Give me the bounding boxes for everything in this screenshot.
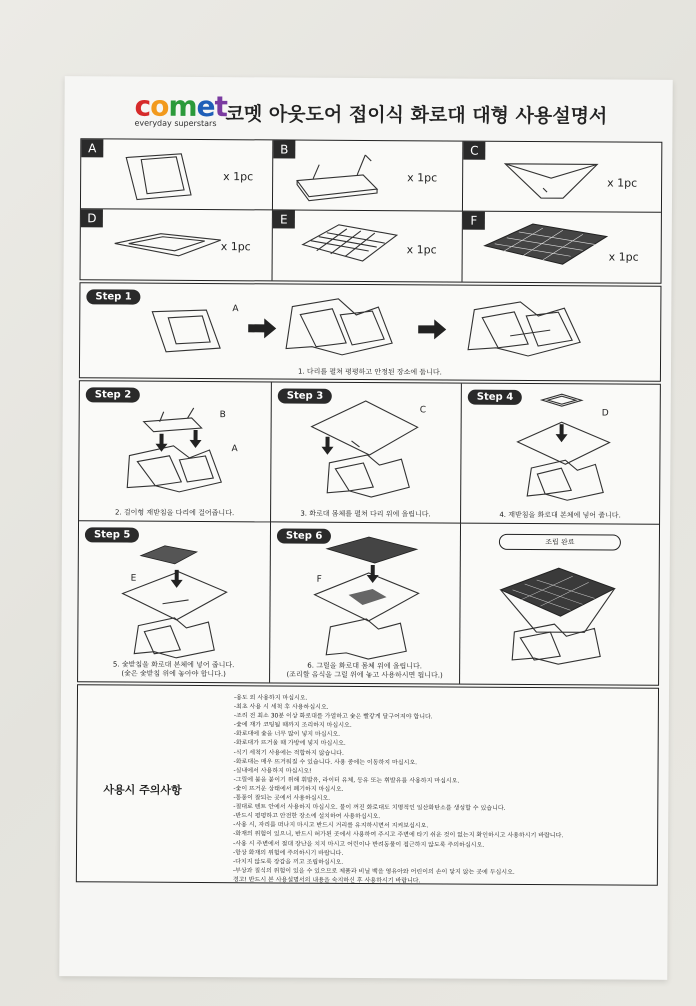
grill-grid-illustration bbox=[463, 212, 661, 283]
precaution-item: -그릴에 불을 붙이기 위해 휘발유, 라이터 유체, 등유 또는 휘발유를 사용하지 마십시오. bbox=[233, 776, 460, 785]
step-callout: C bbox=[419, 405, 427, 416]
step-5-illustration bbox=[78, 521, 271, 682]
part-quantity: x 1pc bbox=[608, 250, 639, 264]
step-4-panel bbox=[461, 384, 660, 525]
precaution-item: -식기 세척기 사용에는 적합하지 않습니다. bbox=[233, 748, 344, 757]
step-5-panel bbox=[78, 521, 271, 682]
step-badge: Step 1 bbox=[86, 289, 140, 304]
part-quantity: x 1pc bbox=[407, 171, 438, 185]
assembly-done-badge: 조립 완료 bbox=[499, 534, 621, 551]
step-2-illustration bbox=[79, 381, 272, 522]
part-letter: B bbox=[273, 140, 295, 158]
step-badge: Step 2 bbox=[86, 387, 140, 402]
step-1-panel bbox=[79, 282, 662, 382]
part-a-cell bbox=[81, 139, 273, 210]
part-quantity: x 1pc bbox=[223, 170, 254, 184]
brand-logo bbox=[134, 89, 228, 129]
precautions-heading: 사용시 주의사항 bbox=[103, 783, 182, 797]
precaution-item: -화재의 위험이 있으니, 반드시 허가된 곳에서 사용하여 주시고 주변에 타기 쉬운 것이 없는지 확인하시고 사용하시기 바랍니다. bbox=[233, 830, 564, 840]
part-letter: F bbox=[463, 212, 485, 230]
precaution-item: -반드시 평평하고 안전한 장소에 설치하여 사용하십시오. bbox=[233, 812, 381, 821]
step-callout: A bbox=[231, 444, 238, 455]
precaution-item: -항상 화재의 위험에 주의하시기 바랍니다. bbox=[232, 848, 344, 857]
precaution-item: -부상과 질식의 위험이 있을 수 있으므로 제품과 비닐 백을 영유아와 어린이의 손이 닿지 않는 곳에 두십시오. bbox=[232, 866, 515, 876]
step-badge: Step 3 bbox=[278, 388, 332, 403]
step-caption: 1. 다리를 펼쳐 평평하고 안정된 장소에 둡니다. bbox=[297, 367, 442, 377]
step-caption: 5. 숯받침을 화로대 본체에 넣어 줍니다. bbox=[112, 660, 235, 670]
instruction-sheet bbox=[59, 76, 672, 980]
brand-logo-word: comet bbox=[134, 89, 228, 124]
precaution-item: -사용 시, 자리를 떠나지 마시고 반드시 거리를 유지하시면서 지켜보십시오. bbox=[233, 821, 429, 830]
precaution-item: -실내에서 사용하지 마십시오! bbox=[233, 766, 312, 775]
precaution-item: -사용 시 주변에서 절대 장난을 치지 마시고 어린이나 반려동물이 접근하지 않도록 주의하십시오. bbox=[233, 839, 485, 849]
precaution-item: -용도 외 사용하지 마십시오. bbox=[233, 694, 308, 702]
step-4-illustration bbox=[461, 384, 660, 525]
step-caption: 6. 그릴을 화로대 몸체 위에 올립니다. bbox=[307, 661, 423, 671]
step-6-illustration bbox=[270, 522, 461, 683]
precautions-panel bbox=[76, 684, 659, 886]
precaution-item: -숯이 뜨거운 상태에서 폐기하지 마십시오. bbox=[233, 785, 344, 793]
precaution-item: -다치지 않도록 장갑을 끼고 조립하십시오. bbox=[232, 857, 344, 866]
precaution-item: -화로대에 숯을 너무 많이 넣지 마십시오. bbox=[233, 730, 341, 739]
precaution-item: -화로대는 매우 뜨거워질 수 있습니다. 사용 중에는 이동하지 마십시오. bbox=[233, 757, 418, 766]
precaution-warning: 경고! 반드시 본 사용설명서의 내용을 숙지하신 후 사용하시기 바랍니다. bbox=[232, 876, 421, 885]
steps-grid bbox=[77, 380, 661, 686]
step-badge: Step 5 bbox=[85, 527, 139, 542]
part-c-cell bbox=[463, 142, 661, 213]
part-quantity: x 1pc bbox=[220, 240, 251, 254]
part-quantity: x 1pc bbox=[406, 243, 437, 257]
part-e-cell bbox=[273, 210, 463, 281]
precaution-item: -절대로 텐트 안에서 사용하지 마십시오. 불이 꺼진 화로대도 치명적인 일산화탄소를 생성할 수 있습니다. bbox=[233, 803, 506, 812]
step-caption: 4. 재받침을 화로대 본체에 넣어 줍니다. bbox=[499, 510, 621, 520]
page-title: 코멧 아웃도어 접이식 화로대 대형 사용설명서 bbox=[225, 103, 608, 128]
step-3-panel bbox=[271, 382, 462, 523]
assembly-done-panel bbox=[460, 524, 659, 685]
part-letter: E bbox=[273, 210, 295, 228]
step-caption: 2. 걸이형 재받침을 다리에 걸어줍니다. bbox=[114, 508, 235, 518]
step-badge: Step 6 bbox=[277, 528, 331, 543]
precaution-item: -숯에 재가 코팅될 때까지 조리하지 마십시오. bbox=[233, 721, 352, 730]
step-callout: E bbox=[130, 573, 137, 584]
part-f-cell bbox=[463, 212, 661, 283]
step-callout: D bbox=[601, 408, 609, 419]
part-quantity: x 1pc bbox=[607, 176, 638, 190]
precaution-item: -최초 사용 시 세척 후 사용하십시오. bbox=[233, 703, 329, 711]
step-callout: B bbox=[219, 410, 226, 421]
step-3-illustration bbox=[271, 382, 462, 523]
part-b-cell bbox=[273, 140, 463, 211]
part-letter: A bbox=[81, 139, 103, 157]
step-callout: F bbox=[316, 574, 322, 585]
step-caption: 3. 화로대 몸체를 펼쳐 다리 위에 올립니다. bbox=[300, 509, 431, 519]
step-caption-note: (조리할 음식을 그릴 위에 놓고 사용하시면 됩니다.) bbox=[286, 670, 443, 680]
header bbox=[134, 89, 662, 146]
step-2-panel bbox=[79, 381, 272, 522]
assembled-fire-pit-illustration bbox=[460, 524, 659, 685]
precaution-item: -통풍이 잘되는 곳에서 사용하십시오. bbox=[233, 794, 331, 802]
step-6-panel bbox=[270, 522, 461, 683]
step-caption-note: (숯은 숯받침 위에 놓아야 합니다.) bbox=[121, 669, 226, 679]
parts-grid bbox=[80, 138, 663, 284]
brand-tagline: everyday superstars bbox=[134, 118, 217, 129]
part-letter: D bbox=[81, 209, 103, 227]
precautions-list bbox=[233, 693, 652, 887]
step-callout: A bbox=[232, 304, 239, 315]
precaution-item: -화로대가 뜨거울 때 가방에 넣지 마십시오. bbox=[233, 739, 346, 748]
precaution-item: -조리 전 최소 30분 이상 화로대를 가열하고 숯은 빨갛게 달구어져야 합니다. bbox=[233, 712, 433, 721]
step-badge: Step 4 bbox=[468, 390, 522, 405]
part-d-cell bbox=[81, 209, 273, 280]
part-letter: C bbox=[463, 142, 485, 160]
